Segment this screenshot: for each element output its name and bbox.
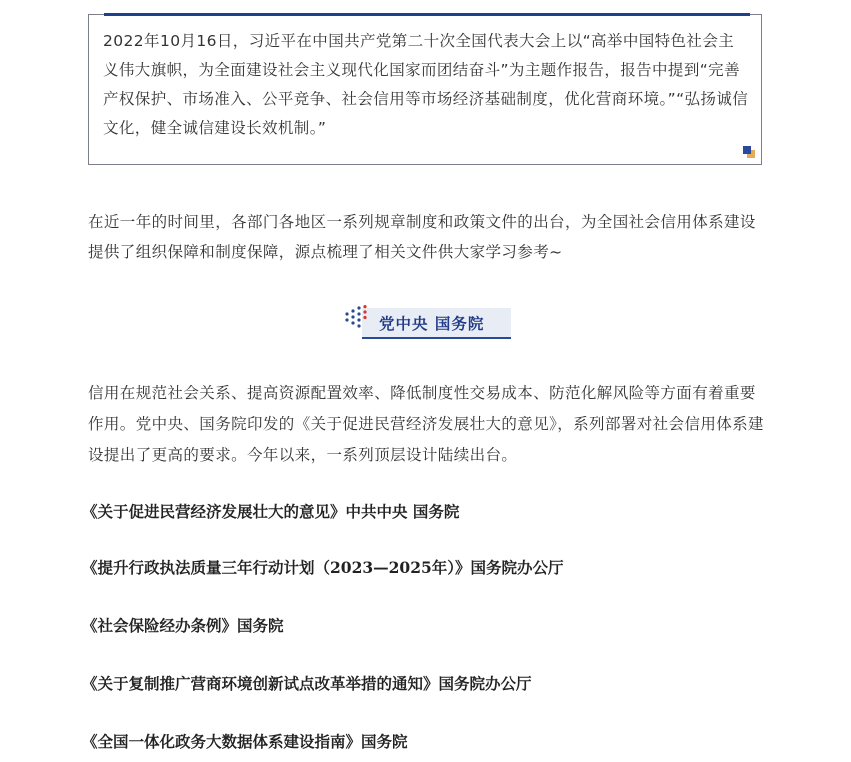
section-header <box>345 305 511 339</box>
quote-box <box>88 14 762 165</box>
section-header-underline <box>362 337 511 339</box>
intro-paragraph: 在近一年的时间里，各部门各地区一系列规章制度和政策文件的出台，为全国社会信用体系建设提供了组织保障和制度保障，源点梳理了相关文件供大家学习参考~ <box>88 213 756 261</box>
document-item[interactable]: 《关于促进民营经济发展壮大的意见》中共中央 国务院 <box>82 502 460 521</box>
section-title: 党中央 国务院 <box>379 315 485 333</box>
quote-top-bar <box>104 13 750 16</box>
document-item[interactable]: 《提升行政执法质量三年行动计划（2023—2025年）》国务院办公厅 <box>82 558 564 577</box>
corner-decoration-icon <box>743 146 755 158</box>
document-item[interactable]: 《关于复制推广营商环境创新试点改革举措的通知》国务院办公厅 <box>82 674 532 693</box>
quote-text: 2022年10月16日，习近平在中国共产党第二十次全国代表大会上以“高举中国特色社会主义伟大旗帜，为全面建设社会主义现代化国家而团结奋斗”为主题作报告，报告中提到“完善产权保护、市场准入、公平竞争、社会信用等市场经济基础制度，优化营商环境。”“弘扬诚信文化，健全诚信建设长效机制。” <box>103 32 749 137</box>
dots-icon <box>345 305 367 329</box>
section-intro-paragraph: 信用在规范社会关系、提高资源配置效率、降低制度性交易成本、防范化解风险等方面有着重要作用。党中央、国务院印发的《关于促进民营经济发展壮大的意见》，系列部署对社会信用体系建设提出了更高的要求。今年以来，一系列顶层设计陆续出台。 <box>88 384 764 464</box>
document-item[interactable]: 《社会保险经办条例》国务院 <box>82 616 284 635</box>
document-item[interactable]: 《全国一体化政务大数据体系建设指南》国务院 <box>82 732 408 751</box>
